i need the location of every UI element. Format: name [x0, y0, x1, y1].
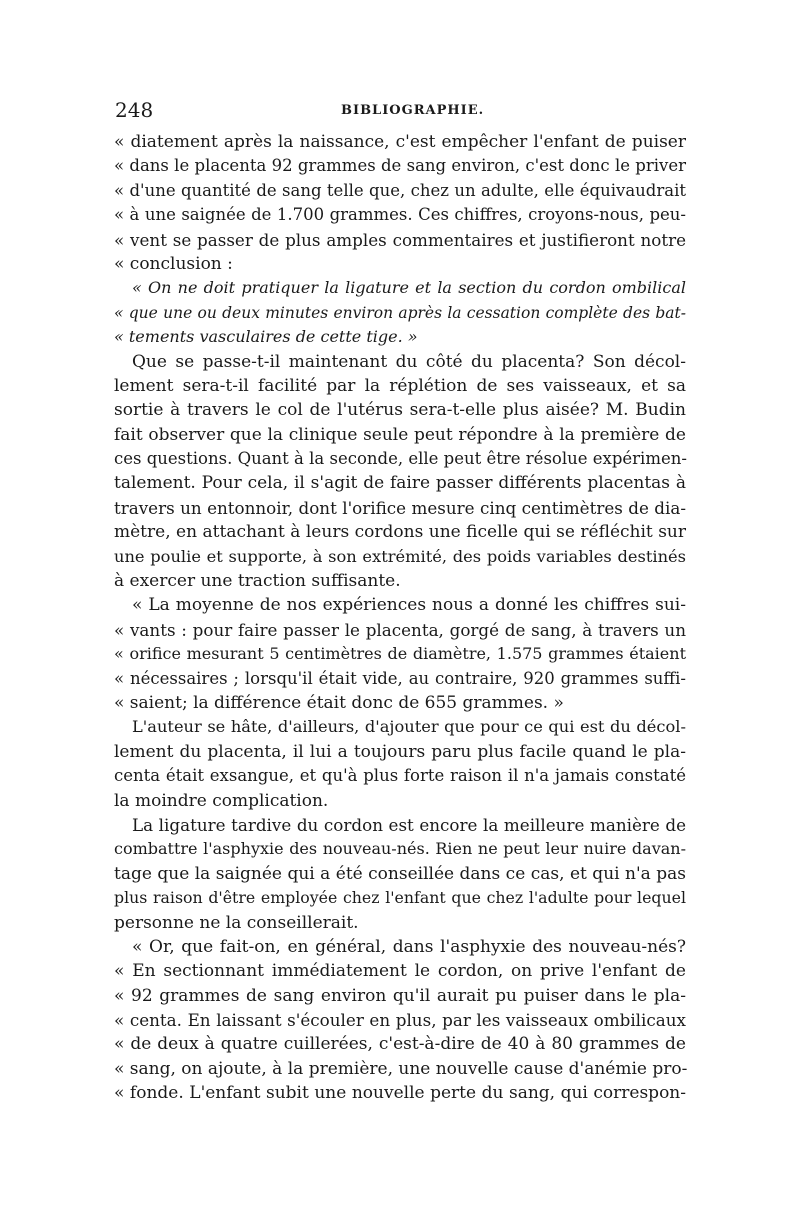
- running-title: BIBLIOGRAPHIE.: [341, 103, 485, 118]
- text-line: « saient; la différence était donc de 655 grammes. »: [114, 692, 564, 713]
- text-line: combattre l'asphyxie des nouveau-nés. Rien ne peut leur nuire davan-: [114, 839, 686, 859]
- text-line: L'auteur se hâte, d'ailleurs, d'ajouter que pour ce qui est du décol-: [132, 717, 686, 737]
- text-line: « En sectionnant immédiatement le cordon, on prive l'enfant de: [114, 961, 686, 982]
- text-line: « conclusion :: [114, 253, 233, 274]
- text-line: « centa. En laissant s'écouler en plus, par les vaisseaux ombilicaux: [114, 1010, 686, 1031]
- text-line: plus raison d'être employée chez l'enfant que chez l'adulte pour lequel: [114, 888, 686, 908]
- text-line: mètre, en attachant à leurs cordons une ficelle qui se réfléchit sur: [114, 522, 686, 543]
- text-line: « 92 grammes de sang environ qu'il aurait pu puiser dans le pla-: [114, 985, 686, 1006]
- body-text: [114, 130, 686, 1106]
- text-line: ces questions. Quant à la seconde, elle peut être résolue expérimen-: [114, 449, 687, 469]
- text-line: « vent se passer de plus amples commentaires et justifieront notre: [114, 229, 686, 250]
- text-line: lement du placenta, il lui a toujours paru plus facile quand le pla-: [114, 741, 686, 762]
- text-line: « dans le placenta 92 grammes de sang environ, c'est donc le priver: [114, 156, 686, 176]
- text-line: « tements vasculaires de cette tige. »: [114, 327, 418, 347]
- page-header: [115, 96, 685, 126]
- text-line: travers un entonnoir, dont l'orifice mesure cinq centimètres de dia-: [114, 497, 686, 518]
- text-line: lement sera-t-il facilité par la réplétion de ses vaisseaux, et sa: [114, 375, 686, 396]
- text-line: sortie à travers le col de l'utérus sera-t-elle plus aisée? M. Budin: [114, 400, 686, 421]
- text-line: « à une saignée de 1.700 grammes. Ces chiffres, croyons-nous, peu-: [114, 205, 686, 225]
- text-line: talement. Pour cela, il s'agit de faire passer différents placentas à: [114, 473, 686, 494]
- text-line: « Or, que fait-on, en général, dans l'asphyxie des nouveau-nés?: [132, 936, 686, 957]
- text-line: Que se passe-t-il maintenant du côté du placenta? Son décol-: [132, 351, 686, 372]
- text-line: « de deux à quatre cuillerées, c'est-à-dire de 40 à 80 grammes de: [114, 1034, 686, 1055]
- text-line: La ligature tardive du cordon est encore la meilleure manière de: [132, 814, 686, 835]
- text-line: à exercer une traction suffisante.: [114, 571, 401, 592]
- text-line: « nécessaires ; lorsqu'il était vide, au contraire, 920 grammes suffi-: [114, 668, 686, 688]
- text-line: « vants : pour faire passer le placenta, gorgé de sang, à travers un: [114, 619, 686, 640]
- text-line: centa était exsangue, et qu'à plus forte raison il n'a jamais constaté: [114, 766, 686, 786]
- text-line: tage que la saignée qui a été conseillée dans ce cas, et qui n'a pas: [114, 863, 686, 884]
- text-line: fait observer que la clinique seule peut répondre à la première de: [114, 424, 686, 445]
- text-line: « que une ou deux minutes environ après la cessation complète des bat-: [114, 303, 686, 322]
- text-line: une poulie et supporte, à son extrémité, des poids variables destinés: [114, 546, 686, 566]
- text-line: « orifice mesurant 5 centimètres de diamètre, 1.575 grammes étaient: [114, 644, 686, 664]
- text-line: « diatement après la naissance, c'est empêcher l'enfant de puiser: [114, 132, 686, 152]
- text-line: « On ne doit pratiquer la ligature et la section du cordon ombilical: [132, 278, 686, 298]
- text-line: « La moyenne de nos expériences nous a donné les chiffres sui-: [132, 595, 686, 616]
- text-line: « d'une quantité de sang telle que, chez un adulte, elle équivaudrait: [114, 180, 686, 200]
- text-line: « fonde. L'enfant subit une nouvelle perte du sang, qui correspon-: [114, 1083, 686, 1104]
- text-line: la moindre complication.: [114, 790, 329, 811]
- text-line: « sang, on ajoute, à la première, une nouvelle cause d'anémie pro-: [114, 1058, 688, 1079]
- page-number: 248: [115, 98, 154, 122]
- text-line: personne ne la conseillerait.: [114, 912, 359, 933]
